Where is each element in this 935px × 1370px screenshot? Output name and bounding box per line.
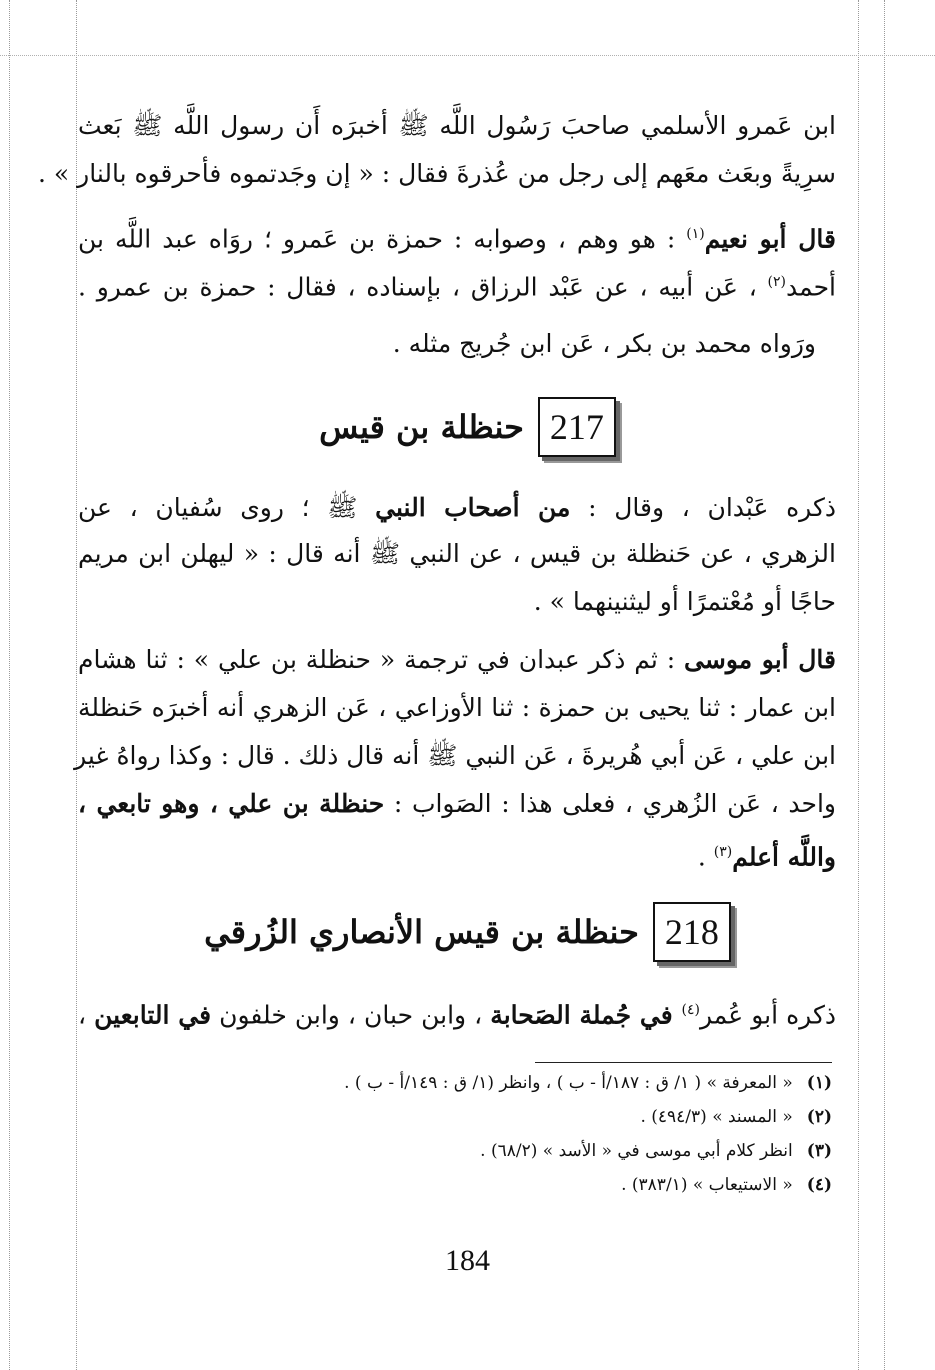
entry-title: حنظلة بن قيس الأنصاري الزُرقي	[204, 913, 639, 951]
speaker-name: قال أبو نعيم	[704, 224, 836, 254]
entry-heading-218	[0, 902, 935, 962]
entry-heading-217	[0, 397, 935, 457]
scan-guide-top	[0, 55, 935, 56]
scan-guide-left	[9, 0, 10, 1370]
entry-number: 217	[538, 397, 616, 457]
footnote-3: (٣)انظر كلام أبي موسى في « الأسد » (٦٨/٢) .	[480, 1141, 832, 1161]
text-line: ورَواه محمد بن بكر ، عَن ابن جُريج مثله .	[392, 329, 816, 358]
footnote-4: (٤)« الاستيعاب » (٣٨٣/١) .	[621, 1175, 832, 1195]
footnote-separator	[535, 1062, 832, 1063]
footnote-1: (١)« المعرفة » ( ١/ ق : ١٨٧/أ - ب ) ، وانظر (١/ ق : ١٤٩/أ - ب ) .	[344, 1073, 832, 1093]
text-line: قال أبو موسى : ثم ذكر عبدان في ترجمة « حنظلة بن علي » : ثنا هشام	[78, 645, 836, 674]
speaker-name: قال أبو موسى	[684, 645, 836, 674]
footnote-2: (٢)« المسند » (٤٩٤/٣) .	[640, 1107, 832, 1127]
text-line: ابن عمار : ثنا يحيى بن حمزة : ثنا الأوزاعي ، عَن الزهري أنه أخبرَه حَنظلة	[78, 693, 836, 722]
text-line: ذكره عَبْدان ، وقال : من أصحاب النبي ﷺ ؛ روى سُفيان ، عن	[78, 493, 837, 522]
text-line: الزهري ، عن حَنظلة بن قيس ، عن النبي ﷺ أنه قال : « ليهلن ابن مريم	[78, 539, 836, 568]
scan-guide-right-outer	[884, 0, 885, 1370]
entry-title: حنظلة بن قيس	[319, 408, 524, 446]
text-line: واللَّه أعلم$^{(٣)}$ .	[697, 842, 836, 872]
footnote-ref: (٢)	[767, 274, 787, 290]
text-line: واحد ، عَن الزُهري ، فعلى هذا : الصَواب : حنظلة بن علي ، وهو تابعي ،	[78, 789, 836, 818]
scan-guide-left-inner	[76, 0, 77, 1370]
text-line: سرِيةً وبعَث معَهم إلى رجل من عُذرةَ فقال : « إن وجَدتموه فأحرقوه بالنار » .	[38, 159, 836, 188]
text-line: قال أبو نعيم$^{(١)}$ : هو وهم ، وصوابه : حمزة بن عَمرو ؛ روَاه عبد اللَّه بن	[78, 224, 836, 254]
text-line: ابن علي ، عَن أبي هُريرةَ ، عَن النبي ﷺ أنه قال ذلك . قال : وكذا رواهُ غير	[74, 741, 836, 770]
entry-number: 218	[653, 902, 731, 962]
footnote-ref: (١)	[686, 226, 705, 242]
footnote-ref: (٤)	[681, 1002, 700, 1018]
text-line: حاجًا أو مُعْتمرًا أو ليثنينهما » .	[533, 587, 836, 616]
scan-guide-right	[858, 0, 859, 1370]
text-line: ذكره أبو عُمر$^{(٤)}$ في جُملة الصَحابة ، وابن حبان ، وابن خلفون في التابعين ،	[78, 1000, 837, 1030]
page-number: 184	[445, 1244, 490, 1277]
text-line: ابن عَمرو الأسلمي صاحبَ رَسُول اللَّه ﷺ أخبرَه أَن رسول اللَّه ﷺ بَعث	[78, 111, 836, 140]
text-line: أحمد$^{(٢)}$ ، عَن أبيه ، عن عَبْد الرزاق ، بإسناده ، فقال : حمزة بن عمرو .	[78, 272, 836, 302]
footnote-ref: (٣)	[713, 844, 733, 860]
